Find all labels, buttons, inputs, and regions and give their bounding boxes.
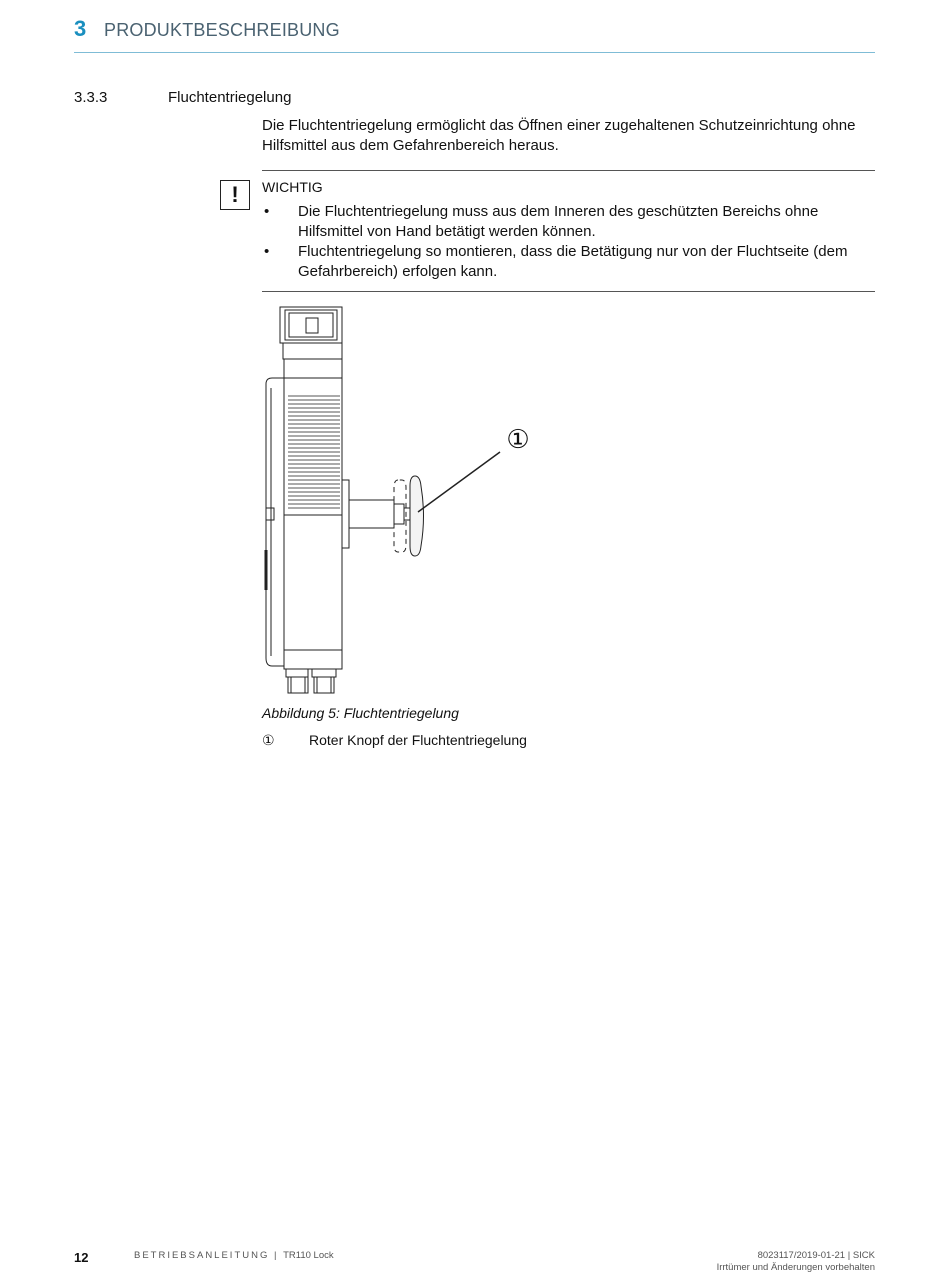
device-illustration xyxy=(258,300,548,700)
chapter-title: PRODUKTBESCHREIBUNG xyxy=(104,20,340,40)
list-item xyxy=(262,242,875,282)
chapter-header xyxy=(74,16,875,53)
intro-paragraph: Die Fluchtentriegelung ermöglicht das Öffnen einer zugehaltenen Schutzeinrichtung ohne Hilfsmittel aus dem Gefahrenbereich heraus. xyxy=(262,117,856,154)
list-item xyxy=(262,202,875,242)
bullet: • xyxy=(264,203,270,220)
section-title: Fluchtentriegelung xyxy=(168,89,292,106)
figure-callout: ① xyxy=(506,425,530,455)
notice-list xyxy=(262,202,875,282)
device-drawing xyxy=(258,300,548,700)
legend-number: ① xyxy=(262,732,275,748)
notice-title: WICHTIG xyxy=(262,179,323,195)
footer-doc-type: BETRIEBSANLEITUNG xyxy=(134,1250,270,1261)
notice-item-text: Fluchtentriegelung so montieren, dass die Betätigung nur von der Fluchtseite (dem Gefahrbereich) erfolgen kann. xyxy=(298,243,848,280)
footer-separator: | xyxy=(269,1250,284,1261)
legend-text: Roter Knopf der Fluchtentriegelung xyxy=(309,732,527,748)
footer-doc-title xyxy=(134,1250,334,1261)
footer-right xyxy=(717,1250,875,1274)
footer-disclaimer: Irrtümer und Änderungen vorbehalten xyxy=(716,1262,875,1273)
notice-box xyxy=(262,170,875,292)
notice-item-text: Die Fluchtentriegelung muss aus dem Inneren des geschützten Bereichs ohne Hilfsmittel von Hand betätigt werden können. xyxy=(298,203,819,240)
figure-caption: Abbildung 5: Fluchtentriegelung xyxy=(262,705,459,721)
section-number: 3.3.3 xyxy=(74,89,108,106)
footer-doc-ref: 8023117/2019-01-21 | SICK xyxy=(757,1250,875,1261)
page-number: 12 xyxy=(74,1250,89,1265)
exclamation-icon: ! xyxy=(220,180,250,210)
chapter-number: 3 xyxy=(74,16,87,41)
bullet: • xyxy=(264,243,270,260)
footer-product: TR110 Lock xyxy=(283,1250,334,1261)
